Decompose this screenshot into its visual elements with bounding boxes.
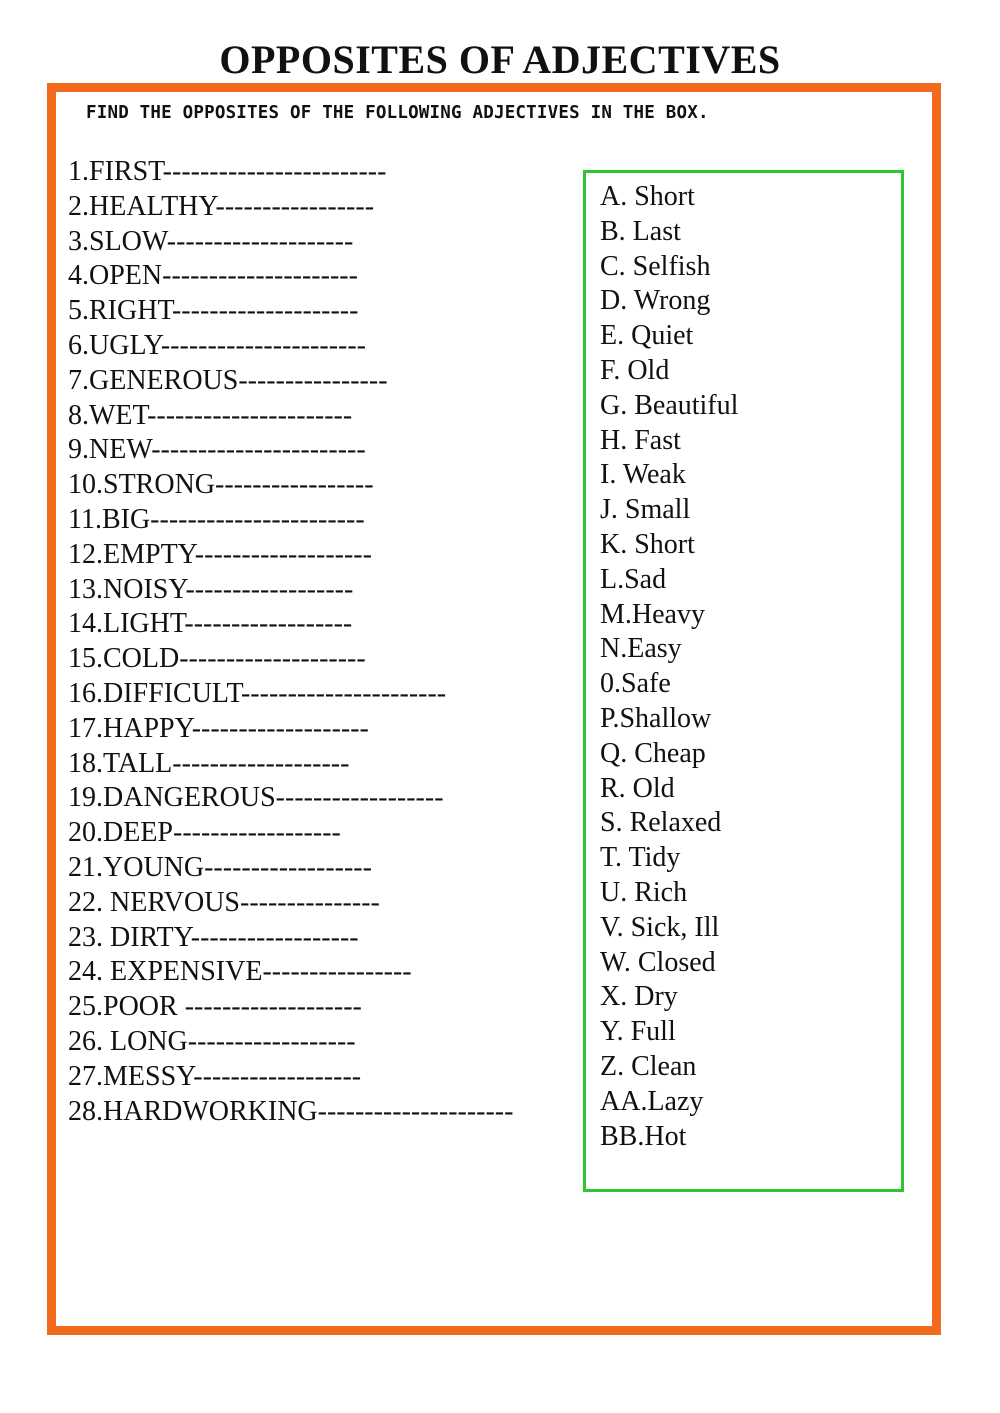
question-item: 20.DEEP------------------ [68, 817, 341, 849]
answer-item: K. Short [600, 528, 695, 560]
question-item: 19.DANGEROUS------------------ [68, 782, 444, 814]
answer-item: R. Old [600, 772, 675, 804]
question-item: 13.NOISY------------------ [68, 573, 354, 605]
answer-item: E. Quiet [600, 320, 694, 352]
answer-item: M.Heavy [600, 598, 705, 630]
answer-item: G. Beautiful [600, 389, 739, 421]
question-item: 18.TALL------------------- [68, 747, 350, 779]
question-item: 28.HARDWORKING--------------------- [68, 1095, 514, 1127]
answer-item: H. Fast [600, 424, 681, 456]
answer-item: 0.Safe [600, 668, 671, 700]
answer-item: Z. Clean [600, 1050, 697, 1082]
answer-item: C. Selfish [600, 250, 711, 282]
answer-item: T. Tidy [600, 842, 681, 874]
question-item: 6.UGLY---------------------- [68, 329, 366, 361]
question-item: 11.BIG----------------------- [68, 503, 365, 535]
answer-item: S. Relaxed [600, 807, 722, 839]
answer-item: Q. Cheap [600, 737, 706, 769]
question-list [68, 155, 513, 1129]
answer-item: U. Rich [600, 876, 688, 908]
answer-item: W. Closed [600, 946, 716, 978]
question-item: 1.FIRST------------------------ [68, 156, 387, 187]
question-item: 25.POOR ------------------- [68, 991, 362, 1023]
instruction-text: FIND THE OPPOSITES OF THE FOLLOWING ADJECTIVES IN THE BOX. [86, 103, 709, 123]
question-item: 3.SLOW-------------------- [68, 225, 354, 257]
answer-item: I. Weak [600, 459, 686, 491]
answer-item: V. Sick, Ill [600, 911, 720, 943]
answer-list [600, 180, 738, 1154]
question-item: 15.COLD-------------------- [68, 643, 366, 675]
answer-item: AA.Lazy [600, 1085, 704, 1117]
answer-item: A. Short [600, 181, 695, 212]
question-item: 16.DIFFICULT---------------------- [68, 677, 447, 709]
question-item: 7.GENEROUS---------------- [68, 364, 388, 396]
question-item: 14.LIGHT------------------ [68, 608, 353, 640]
question-item: 12.EMPTY------------------- [68, 538, 372, 570]
question-item: 10.STRONG----------------- [68, 469, 374, 501]
answer-item: B. Last [600, 215, 681, 247]
question-item: 21.YOUNG------------------ [68, 851, 372, 883]
question-item: 5.RIGHT-------------------- [68, 295, 359, 327]
question-item: 9.NEW----------------------- [68, 434, 366, 466]
question-item: 27.MESSY------------------ [68, 1060, 362, 1092]
answer-item: P.Shallow [600, 702, 712, 734]
answer-item: J. Small [600, 494, 691, 526]
question-item: 23. DIRTY------------------ [68, 921, 359, 953]
question-item: 24. EXPENSIVE---------------- [68, 956, 412, 988]
answer-item: D. Wrong [600, 285, 711, 317]
question-item: 8.WET---------------------- [68, 399, 353, 431]
answer-item: Y. Full [600, 1016, 676, 1048]
answer-item: F. Old [600, 354, 670, 386]
question-item: 2.HEALTHY----------------- [68, 190, 375, 222]
question-item: 4.OPEN--------------------- [68, 260, 358, 292]
answer-item: N.Easy [600, 633, 682, 665]
question-item: 22. NERVOUS--------------- [68, 886, 380, 918]
question-item: 26. LONG------------------ [68, 1025, 356, 1057]
answer-item: X. Dry [600, 981, 678, 1013]
question-item: 17.HAPPY------------------- [68, 712, 369, 744]
answer-item: L.Sad [600, 563, 667, 595]
page-title: OPPOSITES OF ADJECTIVES [219, 37, 781, 82]
answer-item: BB.Hot [600, 1120, 687, 1152]
